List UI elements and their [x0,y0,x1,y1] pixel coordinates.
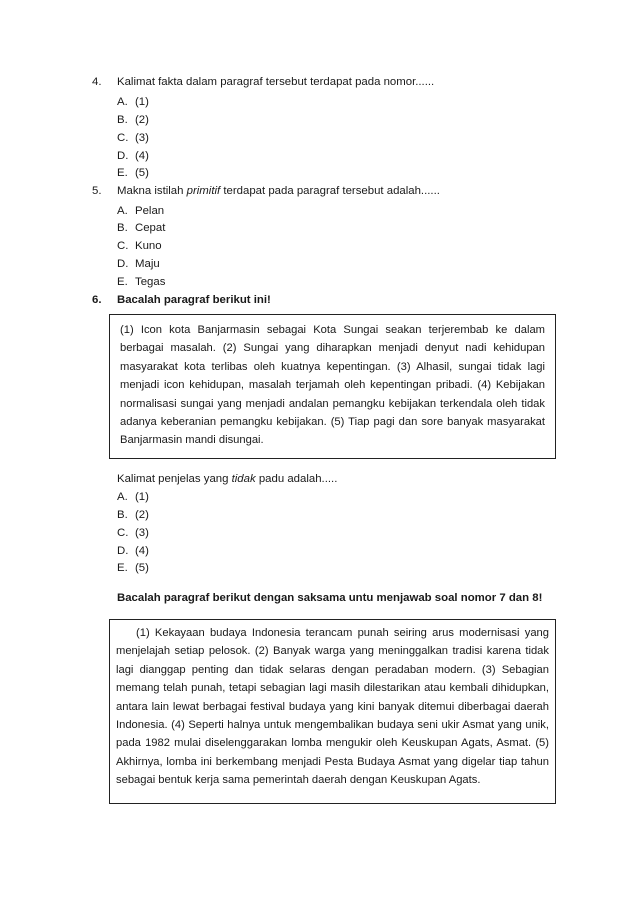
option-5e: E. Tegas [117,276,166,288]
question-4 [92,76,434,88]
question-6 [92,294,271,306]
option-5d: D. Maju [117,258,160,270]
question-heading: Bacalah paragraf berikut ini! [117,294,271,306]
option-6b: B. (2) [117,509,149,521]
option-5c: C. Kuno [117,240,162,252]
question-text: Kalimat fakta dalam paragraf tersebut terdapat pada nomor...... [117,76,435,88]
option-4c: C. (3) [117,132,149,144]
option-6e: E. (5) [117,562,149,574]
passage-text: (1) Icon kota Banjarmasin sebagai Kota Sungai seakan terjerembab ke dalam berbagai masalah. (2) Sungai yang diharapkan menjadi denyut nadi kehidupan masyarakat kota terlibas oleh kuatnya kepentingan. (3) Alhasil, sungai tidak lagi menjadi icon kehidupan, masalah terjamah oleh kepentingan pribadi. (4) Kebijakan normalisasi sungai yang menjadi andalan pemangku kebijakan terkendala oleh tidak adanya keberanian pemangku kebijakan. (5) Tiap pagi dan sore banyak masyarakat Banjarmasin mandi disungai. [120,324,545,447]
question-text-end: terdapat pada paragraf tersebut adalah...... [220,185,440,197]
question-text-start: Makna istilah [117,185,187,197]
option-5a: A. Pelan [117,205,165,217]
option-6c: C. (3) [117,527,149,539]
option-4d: D. (4) [117,150,149,162]
question-6-prompt: Kalimat penjelas yang tidak padu adalah..... [117,473,338,485]
question-number: 4. [92,76,102,88]
passage-heading-7-8: Bacalah paragraf berikut dengan saksama untu menjawab soal nomor 7 dan 8! [117,592,543,604]
option-4b: B. (2) [117,114,149,126]
option-4a: A. (1) [117,96,149,108]
italic-word: tidak [231,473,256,485]
passage-text: (1) Kekayaan budaya Indonesia terancam punah seiring arus modernisasi yang menjelajah setiap pelosok. (2) Banyak warga yang meninggalkan tradisi karena tidak lagi dianggap penting dan tidak selaras dengan peradaban modern. (3) Sebagian memang telah punah, tetapi sebagian lagi masih dilestarikan atau kembali dihidupkan, antara lain lewat berbagai festival budaya yang kini banyak ditemui diberbagai daerah Indonesia. (4) Seperti halnya untuk mengembalikan budaya seni ukir Asmat yang unik, pada 1982 mulai diselenggarakan lomba mengukir oleh Keuskupan Agats, Asmat. (5) Akhirnya, lomba ini berkembang menjadi Pesta Budaya Asmat yang digelar tiap tahun sebagai bentuk kerja sama pemerintah daerah dengan Keuskupan Agats. [116,627,549,787]
passage-box-1 [109,314,556,459]
question-number: 5. [92,185,102,197]
question-text-italic: primitif [186,185,221,197]
option-5b: B. Cepat [117,222,166,234]
passage-box-2 [109,619,556,804]
option-4e: E. (5) [117,167,149,179]
option-6a: A. (1) [117,491,149,503]
question-number: 6. [92,294,102,306]
question-5 [92,185,440,197]
option-6d: D. (4) [117,545,149,557]
